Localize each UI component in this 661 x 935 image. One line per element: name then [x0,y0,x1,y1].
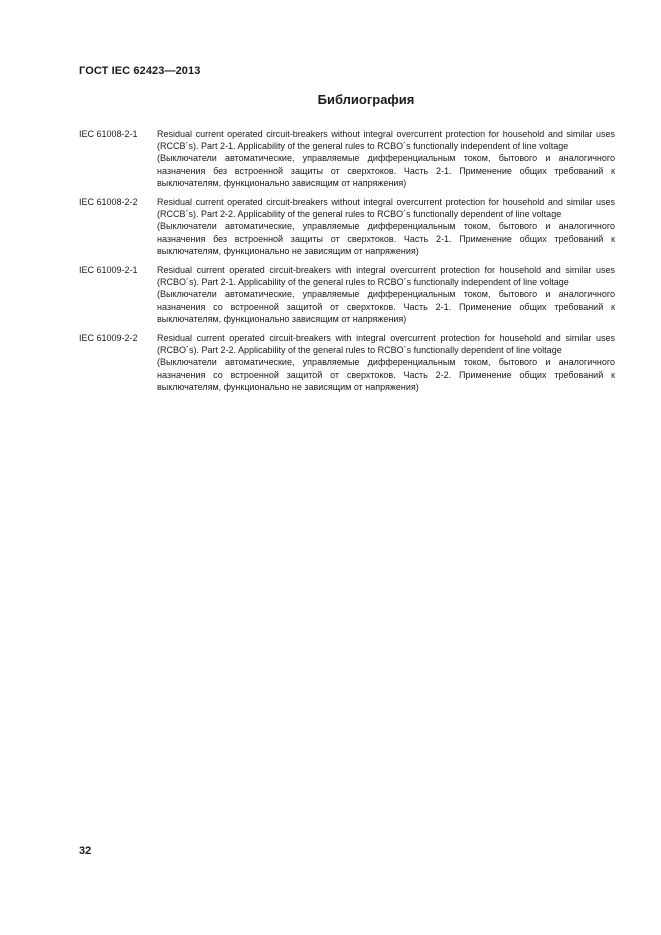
document-code-header: ГОСТ IEC 62423—2013 [79,65,201,77]
entry-title-en: Residual current operated circuit-breakers without integral overcurrent protection for household and similar uses (RCCB´s). Part 2-1. Applicability of the general rules to RCBO´s functionally independent of line voltage [157,129,615,152]
standard-code: IEC 61008-2-2 [79,197,138,208]
bibliography-entry [79,128,615,189]
standard-code: IEC 61009-2-1 [79,265,138,276]
entry-description [157,332,615,393]
entry-title-en: Residual current operated circuit-breakers with integral overcurrent protection for household and similar uses (RCBO´s). Part 2-2. Applicability of the general rules to RCBO´s functionally dependent of line voltage [157,333,615,356]
entry-description [157,196,615,257]
page-title: Библиография [317,92,415,107]
entry-description [157,128,615,189]
entry-title-en: Residual current operated circuit-breakers with integral overcurrent protection for household and similar uses (RCBO´s). Part 2-1. Applicability of the general rules to RCBO´s functionally independent of line voltage [157,265,615,288]
bibliography-entry [79,264,615,325]
entry-description [157,264,615,325]
standard-code: IEC 61009-2-2 [79,333,138,344]
entry-title-en: Residual current operated circuit-breakers without integral overcurrent protection for household and similar uses (RCCB´s). Part 2-2. Applicability of the general rules to RCBO´s functionally dependent of line voltage [157,197,615,220]
bibliography-entry [79,196,615,257]
standard-code: IEC 61008-2-1 [79,129,138,139]
bibliography-entry [79,332,615,393]
entry-title-ru: (Выключатели автоматические, управляемые дифференциальным током, бытового и аналогичного назначения без встроенной защиты от сверхтоков. Часть 2-1. Применение общих требований к выключателям, функционально зависящим от напряжения) [157,153,615,188]
page-number: 32 [79,845,92,857]
entry-title-ru: (Выключатели автоматические, управляемые дифференциальным током, бытового и аналогичного назначения без встроенной защиты от сверхтоков. Часть 2-1. Применение общих требований к выключателям, функционально не зависящим от напряжения) [157,221,615,256]
bibliography-list [79,128,615,400]
entry-title-ru: (Выключатели автоматические, управляемые дифференциальным током, бытового и аналогичного назначения со встроенной защитой от сверхтоков. Часть 2-2. Применение общих требований к выключателям, функционально не зависящим от напряжения) [157,357,615,392]
entry-title-ru: (Выключатели автоматические, управляемые дифференциальным током, бытового и аналогичного назначения со встроенной защитой от сверхтоков. Часть 2-1. Применение общих требований к выключателям, функционально зависящим от напряжения) [157,289,615,324]
